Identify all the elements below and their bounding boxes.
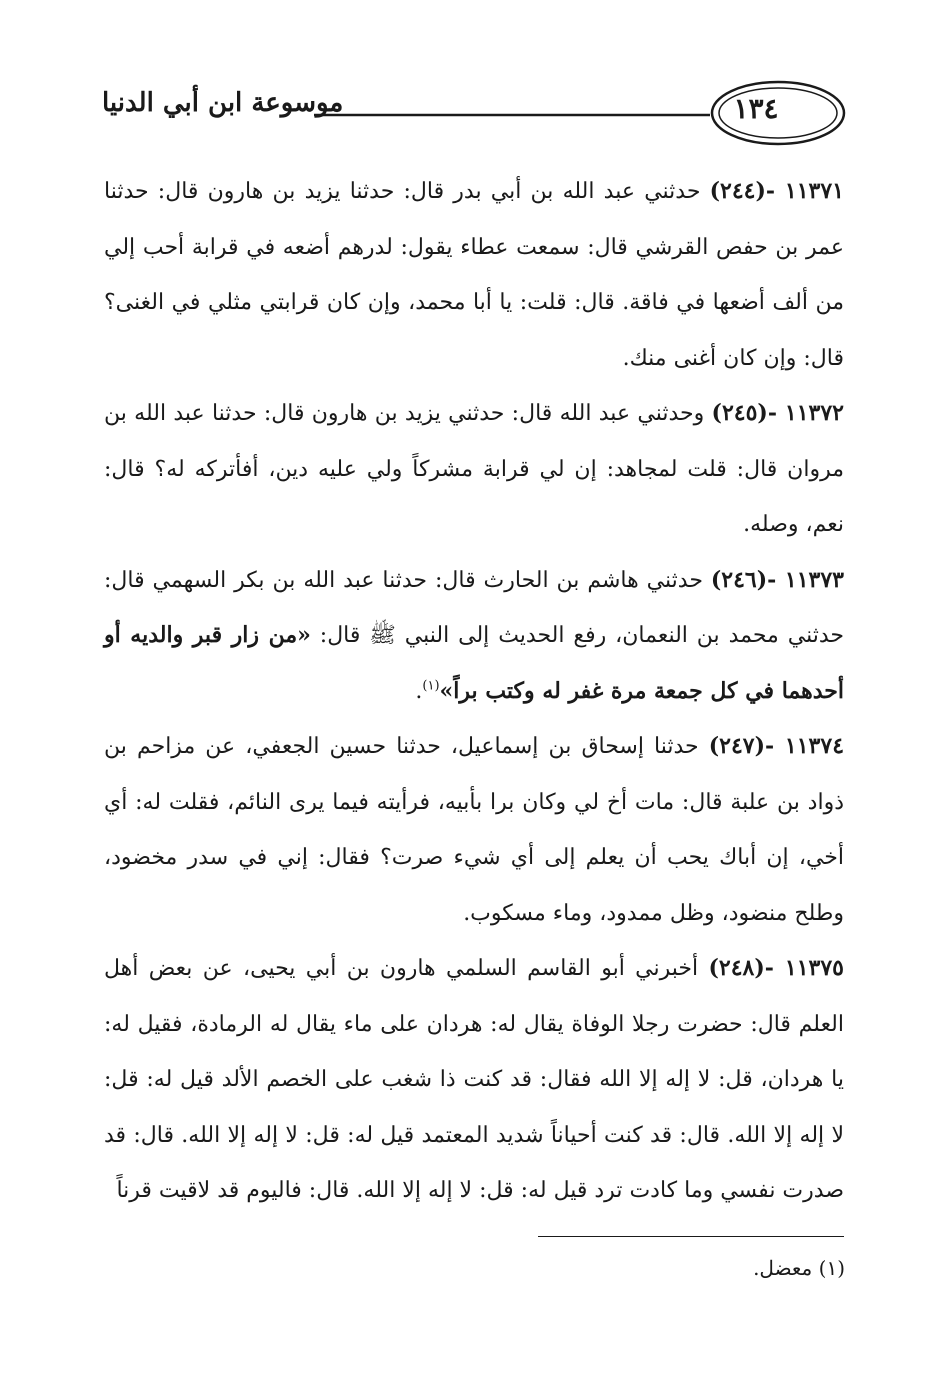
hadith-number: ١١٣٧١ -(٢٤٤) xyxy=(709,178,844,204)
hadith-paragraph xyxy=(104,719,844,941)
hadith-text: حدثني عبد الله بن أبي بدر قال: حدثنا يزيد بن هارون قال: حدثنا عمر بن حفص القرشي قال: سمعت عطاء يقول: لدرهم أضعه في قرابة أحب إلي من ألف أضعها في فاقة. قال: قلت: يا أبا محمد، وإن كان قرابتي مثلي في الغنى؟ قال: وإن كان أغنى منك. xyxy=(104,179,844,371)
running-title: موسوعة ابن أبي الدنيا xyxy=(102,88,344,118)
hadith-paragraph xyxy=(104,553,844,720)
hadith-number: ١١٣٧٥ -(٢٤٨) xyxy=(708,955,844,981)
hadith-text: وحدثني عبد الله قال: حدثني يزيد بن هارون قال: حدثنا عبد الله بن مروان قال: قلت لمجاهد: إن لي قرابة مشركاً ولي عليه دين، أفأتركه له؟ قال: نعم، وصله. xyxy=(104,401,844,537)
hadith-paragraph xyxy=(104,941,844,1219)
hadith-text: حدثنا إسحاق بن إسماعيل، حدثنا حسين الجعفي، عن مزاحم بن ذواد بن علبة قال: مات أخ لي وكان برا بأبيه، فرأيته فيما يرى النائم، فقلت له: أي أخي، إن أباك يحب أن يعلم إلى أي شيء صرت؟ فقال: إني في سدر مخضود، وطلح منضود، وظل ممدود، وماء مسكوب. xyxy=(104,734,844,926)
main-text xyxy=(104,164,844,1219)
hadith-paragraph xyxy=(104,386,844,553)
hadith-number: ١١٣٧٣ -(٢٤٦) xyxy=(710,566,844,593)
prophetic-quote: «من زار قبر والديه أو أحدهما في كل جمعة مرة غفر له وكتب براً» xyxy=(104,622,844,704)
page-header xyxy=(96,78,846,148)
footnote-separator xyxy=(538,1236,844,1237)
hadith-tail: . xyxy=(415,678,423,704)
hadith-number: ١١٣٧٢ -(٢٤٥) xyxy=(711,400,844,426)
hadith-number: ١١٣٧٤ -(٢٤٧) xyxy=(708,733,845,759)
page-number: ١٣٤ xyxy=(733,92,779,125)
footnote-reference[interactable]: (١) xyxy=(422,678,440,694)
hadith-text: أخبرني أبو القاسم السلمي هارون بن أبي يحيى، عن بعض أهل العلم قال: حضرت رجلا الوفاة يقال له: هردان على ماء يقال له الرمادة، فقيل له: يا هردان، قل: لا إله إلا الله فقال: قد كنت ذا شغب على الخصم الألد قيل له: قل: لا إله إلا الله. قال: قد كنت أحياناً شديد المعتمد قيل له: قل: لا إله إلا الله. قال: قد صدرت نفسي وما كادت ترد قيل له: قل: لا إله إلا الله. قال: فاليوم قد لاقيت قرناً xyxy=(104,956,844,1203)
footnote: (١) معضل. xyxy=(753,1256,845,1280)
hadith-text: حدثني هاشم بن الحارث قال: حدثنا عبد الله بن بكر السهمي قال: حدثني محمد بن النعمان، رفع الحديث إلى النبي ﷺ قال: xyxy=(104,567,844,648)
hadith-paragraph xyxy=(104,164,844,386)
